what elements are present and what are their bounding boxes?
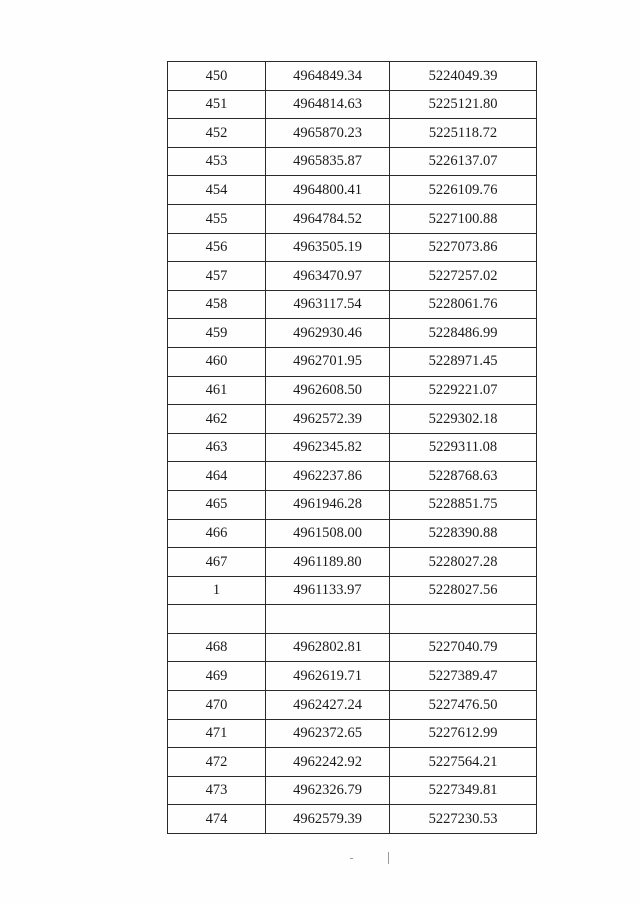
x-coordinate-cell: 4962579.39 — [266, 805, 390, 834]
point-number-cell: 450 — [168, 62, 266, 91]
x-coordinate-cell: 4962572.39 — [266, 405, 390, 434]
table-row — [168, 633, 537, 662]
y-coordinate-cell — [390, 605, 537, 634]
y-coordinate-cell: 5226109.76 — [390, 176, 537, 205]
y-coordinate-cell: 5229311.08 — [390, 433, 537, 462]
table-row — [168, 576, 537, 605]
point-number-cell: 460 — [168, 347, 266, 376]
x-coordinate-cell: 4963470.97 — [266, 262, 390, 291]
x-coordinate-cell: 4962619.71 — [266, 662, 390, 691]
point-number-cell: 1 — [168, 576, 266, 605]
x-coordinate-cell: 4964800.41 — [266, 176, 390, 205]
point-number-cell: 451 — [168, 90, 266, 119]
y-coordinate-cell: 5229221.07 — [390, 376, 537, 405]
y-coordinate-cell: 5225118.72 — [390, 119, 537, 148]
scan-mark — [388, 852, 389, 864]
y-coordinate-cell: 5227073.86 — [390, 233, 537, 262]
y-coordinate-cell: 5226137.07 — [390, 147, 537, 176]
x-coordinate-cell: 4963117.54 — [266, 290, 390, 319]
x-coordinate-cell: 4962242.92 — [266, 748, 390, 777]
point-number-cell: 474 — [168, 805, 266, 834]
y-coordinate-cell: 5227040.79 — [390, 633, 537, 662]
y-coordinate-cell: 5228486.99 — [390, 319, 537, 348]
y-coordinate-cell: 5228027.56 — [390, 576, 537, 605]
x-coordinate-cell: 4962701.95 — [266, 347, 390, 376]
y-coordinate-cell: 5228061.76 — [390, 290, 537, 319]
x-coordinate-cell: 4962930.46 — [266, 319, 390, 348]
table-row — [168, 176, 537, 205]
x-coordinate-cell: 4963505.19 — [266, 233, 390, 262]
x-coordinate-cell: 4964814.63 — [266, 90, 390, 119]
point-number-cell: 456 — [168, 233, 266, 262]
x-coordinate-cell: 4962326.79 — [266, 776, 390, 805]
y-coordinate-cell: 5229302.18 — [390, 405, 537, 434]
table-row — [168, 262, 537, 291]
table-row — [168, 147, 537, 176]
y-coordinate-cell: 5228851.75 — [390, 490, 537, 519]
x-coordinate-cell: 4962237.86 — [266, 462, 390, 491]
y-coordinate-cell: 5227349.81 — [390, 776, 537, 805]
y-coordinate-cell: 5227100.88 — [390, 204, 537, 233]
point-number-cell: 459 — [168, 319, 266, 348]
table-row — [168, 519, 537, 548]
table-row — [168, 433, 537, 462]
y-coordinate-cell: 5224049.39 — [390, 62, 537, 91]
y-coordinate-cell: 5225121.80 — [390, 90, 537, 119]
point-number-cell: 465 — [168, 490, 266, 519]
y-coordinate-cell: 5227257.02 — [390, 262, 537, 291]
y-coordinate-cell: 5227389.47 — [390, 662, 537, 691]
x-coordinate-cell: 4962427.24 — [266, 691, 390, 720]
table-row — [168, 319, 537, 348]
point-number-cell: 462 — [168, 405, 266, 434]
table-row — [168, 347, 537, 376]
point-number-cell: 464 — [168, 462, 266, 491]
point-number-cell: 453 — [168, 147, 266, 176]
x-coordinate-cell: 4964849.34 — [266, 62, 390, 91]
x-coordinate-cell: 4964784.52 — [266, 204, 390, 233]
point-number-cell: 463 — [168, 433, 266, 462]
scan-mark — [350, 858, 353, 859]
coordinates-table-body — [168, 62, 537, 834]
table-row — [168, 90, 537, 119]
table-row — [168, 62, 537, 91]
table-row — [168, 748, 537, 777]
point-number-cell: 470 — [168, 691, 266, 720]
y-coordinate-cell: 5228390.88 — [390, 519, 537, 548]
point-number-cell: 469 — [168, 662, 266, 691]
point-number-cell: 466 — [168, 519, 266, 548]
table-row — [168, 376, 537, 405]
point-number-cell: 457 — [168, 262, 266, 291]
x-coordinate-cell: 4965835.87 — [266, 147, 390, 176]
y-coordinate-cell: 5228027.28 — [390, 548, 537, 577]
x-coordinate-cell — [266, 605, 390, 634]
x-coordinate-cell: 4962372.65 — [266, 719, 390, 748]
x-coordinate-cell: 4965870.23 — [266, 119, 390, 148]
x-coordinate-cell: 4962345.82 — [266, 433, 390, 462]
table-row — [168, 233, 537, 262]
coordinates-table — [167, 61, 537, 834]
y-coordinate-cell: 5227564.21 — [390, 748, 537, 777]
y-coordinate-cell: 5228768.63 — [390, 462, 537, 491]
point-number-cell: 458 — [168, 290, 266, 319]
point-number-cell: 454 — [168, 176, 266, 205]
table-row — [168, 204, 537, 233]
x-coordinate-cell: 4961946.28 — [266, 490, 390, 519]
table-row — [168, 119, 537, 148]
x-coordinate-cell: 4961189.80 — [266, 548, 390, 577]
y-coordinate-cell: 5228971.45 — [390, 347, 537, 376]
point-number-cell: 472 — [168, 748, 266, 777]
point-number-cell — [168, 605, 266, 634]
point-number-cell: 461 — [168, 376, 266, 405]
table-row — [168, 490, 537, 519]
table-row — [168, 548, 537, 577]
point-number-cell: 452 — [168, 119, 266, 148]
table-row — [168, 290, 537, 319]
x-coordinate-cell: 4962608.50 — [266, 376, 390, 405]
table-row — [168, 719, 537, 748]
table-row — [168, 805, 537, 834]
point-number-cell: 467 — [168, 548, 266, 577]
y-coordinate-cell: 5227230.53 — [390, 805, 537, 834]
y-coordinate-cell: 5227612.99 — [390, 719, 537, 748]
y-coordinate-cell: 5227476.50 — [390, 691, 537, 720]
point-number-cell: 455 — [168, 204, 266, 233]
x-coordinate-cell: 4961133.97 — [266, 576, 390, 605]
table-row — [168, 662, 537, 691]
point-number-cell: 471 — [168, 719, 266, 748]
x-coordinate-cell: 4962802.81 — [266, 633, 390, 662]
point-number-cell: 468 — [168, 633, 266, 662]
table-row — [168, 691, 537, 720]
x-coordinate-cell: 4961508.00 — [266, 519, 390, 548]
table-row — [168, 462, 537, 491]
table-row — [168, 405, 537, 434]
point-number-cell: 473 — [168, 776, 266, 805]
table-row — [168, 605, 537, 634]
table-row — [168, 776, 537, 805]
